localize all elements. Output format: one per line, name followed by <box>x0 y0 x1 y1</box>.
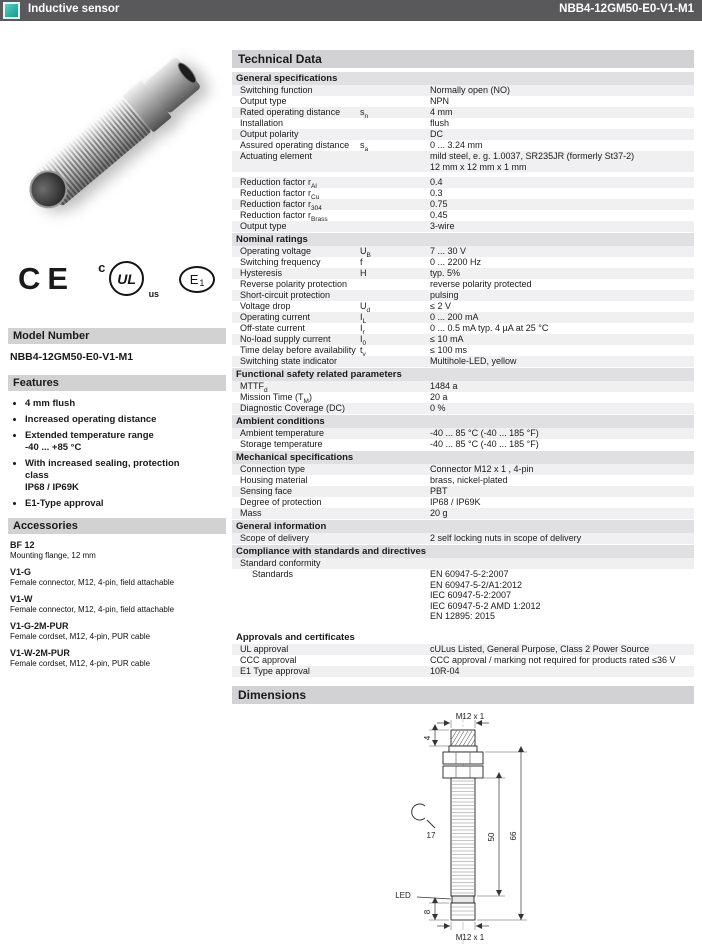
right-column <box>232 50 694 951</box>
ul-circle-logo: UL <box>109 261 144 296</box>
spec-label: Operating current <box>240 312 311 322</box>
spec-label: Switching state indicator <box>240 356 338 366</box>
spec-value: EN 60947-5-2:2007 EN 60947-5-2/A1:2012 IEC 60947-5-2:2007 IEC 60947-5-2 AMD 1:2012 EN 12895: 2015 <box>430 569 541 621</box>
spec-section <box>232 451 694 519</box>
spec-row <box>232 129 694 140</box>
accessory-description: Mounting flange, 12 mm <box>10 551 96 560</box>
spec-label: Assured operating distance <box>240 140 350 150</box>
spec-value: pulsing <box>430 290 459 300</box>
spec-value: 0.4 <box>430 177 443 187</box>
spec-row <box>232 312 694 323</box>
spec-value: 0 % <box>430 403 446 413</box>
spec-value: DC <box>430 129 443 139</box>
spec-row <box>232 323 694 334</box>
spec-row <box>232 392 694 403</box>
spec-value: 2 self locking nuts in scope of delivery <box>430 533 582 543</box>
feature-item: • Extended temperature range -40 ... +85 °C <box>25 430 226 454</box>
spec-row <box>232 257 694 268</box>
dimensions-heading: Dimensions <box>232 686 694 704</box>
spec-label: Reduction factor $r_{Al}$ <box>240 177 317 190</box>
spec-label: Degree of protection <box>240 497 322 507</box>
spec-symbol: $s_n$ <box>360 107 369 120</box>
spec-row <box>232 290 694 301</box>
spec-row <box>232 655 694 666</box>
spec-symbol: H <box>360 268 367 278</box>
spec-row <box>232 497 694 508</box>
spec-label: CCC approval <box>240 654 297 665</box>
certification-marks <box>8 244 226 314</box>
spec-label: Operating voltage <box>240 246 312 256</box>
spec-symbol: $I_L$ <box>360 312 367 325</box>
technical-data-heading: Technical Data <box>232 50 694 68</box>
spec-symbol: $s_a$ <box>360 140 369 153</box>
spec-row <box>232 268 694 279</box>
spec-row <box>232 140 694 151</box>
spec-label: Ambient temperature <box>240 428 325 438</box>
spec-row <box>232 486 694 497</box>
spec-row <box>232 151 694 172</box>
spec-section <box>232 368 694 414</box>
spec-label: $MTTF_d$ <box>240 381 268 394</box>
spec-value: 20 g <box>430 508 448 518</box>
led-label: LED <box>395 890 411 900</box>
ce-mark: CE <box>18 261 76 296</box>
dim-label-m12-bottom: M12 x 1 <box>455 932 485 942</box>
spec-value: 1484 a <box>430 381 458 391</box>
model-number-value: NBB4-12GM50-E0-V1-M1 <box>10 351 134 363</box>
spec-row <box>232 199 694 210</box>
spec-label: UL approval <box>240 643 289 654</box>
left-column <box>8 26 226 675</box>
wrench-size-label: 17 <box>426 830 436 840</box>
accessory-description: Female cordset, M12, 4-pin, PUR cable <box>10 632 151 641</box>
accessory-item <box>10 594 224 615</box>
spec-label: Hysteresis <box>240 268 283 278</box>
spec-label: Installation <box>240 118 284 128</box>
spec-section <box>232 233 694 367</box>
spec-row <box>232 381 694 392</box>
feature-item: • With increased sealing, protection class IP68 / IP69K <box>25 458 226 494</box>
dim-label-50: 50 <box>487 832 496 841</box>
spec-symbol: f <box>360 257 363 267</box>
dim-label-8: 8 <box>423 909 432 914</box>
spec-section <box>232 72 694 232</box>
spec-value: Connector M12 x 1 , 4-pin <box>430 464 534 474</box>
spec-symbol: $I_0$ <box>360 334 367 347</box>
spec-value: mild steel, e. g. 1.0037, SR235JR (formerly St37-2) 12 mm x 12 mm x 1 mm <box>430 151 635 172</box>
accessory-item <box>10 540 224 561</box>
spec-value: ≤ 100 ms <box>430 345 467 355</box>
spec-row <box>232 403 694 414</box>
header-model-number: NBB4-12GM50-E0-V1-M1 <box>559 3 694 15</box>
spec-value: 0.45 <box>430 210 448 220</box>
spec-symbol: $U_d$ <box>360 301 371 314</box>
spec-section <box>232 520 694 544</box>
spec-row <box>232 334 694 345</box>
spec-label: Switching frequency <box>240 257 321 267</box>
spec-symbol: $U_B$ <box>360 246 371 259</box>
spec-row <box>232 221 694 232</box>
section-header: Ambient conditions <box>232 415 694 428</box>
spec-row <box>232 464 694 475</box>
spec-section <box>232 415 694 450</box>
accessory-name: V1-G <box>10 567 32 577</box>
spec-value: NPN <box>430 96 450 106</box>
brand-cube-icon <box>3 2 20 19</box>
product-photo <box>8 26 226 244</box>
accessory-item <box>10 567 224 588</box>
spec-value: flush <box>430 118 450 128</box>
spec-label: Standard conformity <box>240 558 321 568</box>
spec-label: Off-state current <box>240 323 305 333</box>
accessory-item <box>10 621 224 642</box>
spec-label: Output type <box>240 96 287 106</box>
spec-label: Actuating element <box>240 151 313 161</box>
accessory-name: V1-G-2M-PUR <box>10 621 69 631</box>
spec-value: brass, nickel-plated <box>430 475 508 485</box>
spec-row <box>232 666 694 677</box>
spec-value: 0 ... 200 mA <box>430 312 479 322</box>
spec-value: 20 a <box>430 392 448 402</box>
sensor-connector-face <box>175 60 199 86</box>
spec-row <box>232 439 694 450</box>
spec-label: Standards <box>252 569 294 579</box>
spec-row <box>232 279 694 290</box>
accessory-name: V1-W-2M-PUR <box>10 648 70 658</box>
spec-row <box>232 569 694 622</box>
spec-label: Diagnostic Coverage (DC) <box>240 403 346 413</box>
spec-value: 3-wire <box>430 221 455 231</box>
spec-value: reverse polarity protected <box>430 279 532 289</box>
spec-value: Normally open (NO) <box>430 85 511 95</box>
spec-label: Housing material <box>240 475 308 485</box>
spec-row <box>232 107 694 118</box>
section-header: Mechanical specifications <box>232 451 694 464</box>
dimension-drawing <box>343 710 583 951</box>
accessory-name: BF 12 <box>10 540 35 550</box>
spec-row <box>232 246 694 257</box>
spec-symbol: $I_r$ <box>360 323 365 336</box>
spec-value: typ. 5% <box>430 268 461 278</box>
section-header: Nominal ratings <box>232 233 694 246</box>
spec-row <box>232 301 694 312</box>
spec-row <box>232 345 694 356</box>
accessory-item <box>10 648 224 669</box>
spec-label: Output type <box>240 221 287 231</box>
spec-label: Reverse polarity protection <box>240 279 348 289</box>
spec-label: Reduction factor $r_{Brass}$ <box>240 210 328 223</box>
section-header: General information <box>232 520 694 533</box>
spec-value: 4 mm <box>430 107 453 117</box>
spec-label: Reduction factor $r_{Cu}$ <box>240 188 320 201</box>
spec-row <box>232 188 694 199</box>
spec-row <box>232 644 694 655</box>
features-heading: Features <box>8 375 226 391</box>
section-header: Approvals and certificates <box>236 631 355 643</box>
spec-value: 0.3 <box>430 188 443 198</box>
accessories-heading: Accessories <box>8 518 226 534</box>
spec-value: ≤ 10 mA <box>430 334 464 344</box>
accessories-list <box>8 534 226 669</box>
e1-letter: E <box>189 271 199 287</box>
spec-row <box>232 475 694 486</box>
spec-row <box>232 118 694 129</box>
section-header: Functional safety related parameters <box>232 368 694 381</box>
spec-label: Output polarity <box>240 129 299 139</box>
spec-value: PBT <box>430 486 448 496</box>
spec-label: Voltage drop <box>240 301 291 311</box>
spec-label: Sensing face <box>240 486 293 496</box>
spec-row <box>232 533 694 544</box>
spec-value: Multihole-LED, yellow <box>430 356 517 366</box>
spec-label: Short-circuit protection <box>240 290 331 300</box>
ul-us-label: us <box>148 289 160 299</box>
spec-value: -40 ... 85 °C (-40 ... 185 °F) <box>430 428 539 438</box>
ul-c-label: c <box>98 260 106 275</box>
spec-value: CCC approval / marking not required for products rated ≤36 V <box>430 654 676 665</box>
spec-section <box>232 631 694 677</box>
spec-value: 0.75 <box>430 199 448 209</box>
spec-value: -40 ... 85 °C (-40 ... 185 °F) <box>430 439 539 449</box>
feature-item: • E1-Type approval <box>25 498 226 510</box>
spec-value: 0 ... 0.5 mA typ. 4 µA at 25 °C <box>430 323 549 333</box>
spec-label: Scope of delivery <box>240 533 310 543</box>
accessory-description: Female connector, M12, 4-pin, field attachable <box>10 605 175 614</box>
section-header: General specifications <box>232 72 694 85</box>
spec-symbol: $t_v$ <box>360 345 366 358</box>
dim-label-4: 4 <box>423 735 432 740</box>
e1-approval-mark <box>179 266 215 293</box>
dim-label-66: 66 <box>509 831 518 840</box>
spec-row <box>232 210 694 221</box>
spec-value: ≤ 2 V <box>430 301 451 311</box>
spec-row <box>232 508 694 519</box>
feature-item: • 4 mm flush <box>25 398 226 410</box>
spec-label: Connection type <box>240 464 306 474</box>
page-header-bar <box>0 0 702 21</box>
sensor-image <box>21 55 202 217</box>
section-header: Compliance with standards and directives <box>232 545 694 558</box>
spec-row <box>232 96 694 107</box>
spec-label: Rated operating distance <box>240 107 341 117</box>
spec-label: E1 Type approval <box>240 665 310 676</box>
spec-value: 0 ... 2200 Hz <box>430 257 482 267</box>
dimension-drawing-svg <box>343 710 583 946</box>
dim-label-m12-top: M12 x 1 <box>455 711 485 721</box>
spec-value: cULus Listed, General Purpose, Class 2 Power Source <box>430 643 650 654</box>
spec-label: Storage temperature <box>240 439 323 449</box>
accessory-name: V1-W <box>10 594 33 604</box>
spec-value: 10R-04 <box>430 665 460 676</box>
page-title: Inductive sensor <box>28 3 120 15</box>
spec-label: Reduction factor $r_{304}$ <box>240 199 322 212</box>
technical-data-table <box>232 72 694 677</box>
feature-item: • Increased operating distance <box>25 414 226 426</box>
spec-row <box>232 428 694 439</box>
spec-row <box>232 356 694 367</box>
spec-value: 7 ... 30 V <box>430 246 467 256</box>
cULus-mark <box>98 258 160 300</box>
spec-value: IP68 / IP69K <box>430 497 481 507</box>
spec-label: Mass <box>240 508 262 518</box>
features-list <box>8 398 226 510</box>
spec-value: 0 ... 3.24 mm <box>430 140 483 150</box>
e1-number: 1 <box>199 277 205 288</box>
spec-row <box>232 85 694 96</box>
spec-label: Time delay before availability <box>240 345 356 355</box>
spec-label: Mission Time $(T_M)$ <box>240 392 312 405</box>
spec-row <box>232 177 694 188</box>
spec-label: No-load supply current <box>240 334 331 344</box>
accessory-description: Female connector, M12, 4-pin, field attachable <box>10 578 175 587</box>
spec-subheader-row <box>232 558 694 569</box>
accessory-description: Female cordset, M12, 4-pin, PUR cable <box>10 659 151 668</box>
spec-section <box>232 545 694 622</box>
spec-label: Switching function <box>240 85 313 95</box>
model-number-heading: Model Number <box>8 328 226 344</box>
